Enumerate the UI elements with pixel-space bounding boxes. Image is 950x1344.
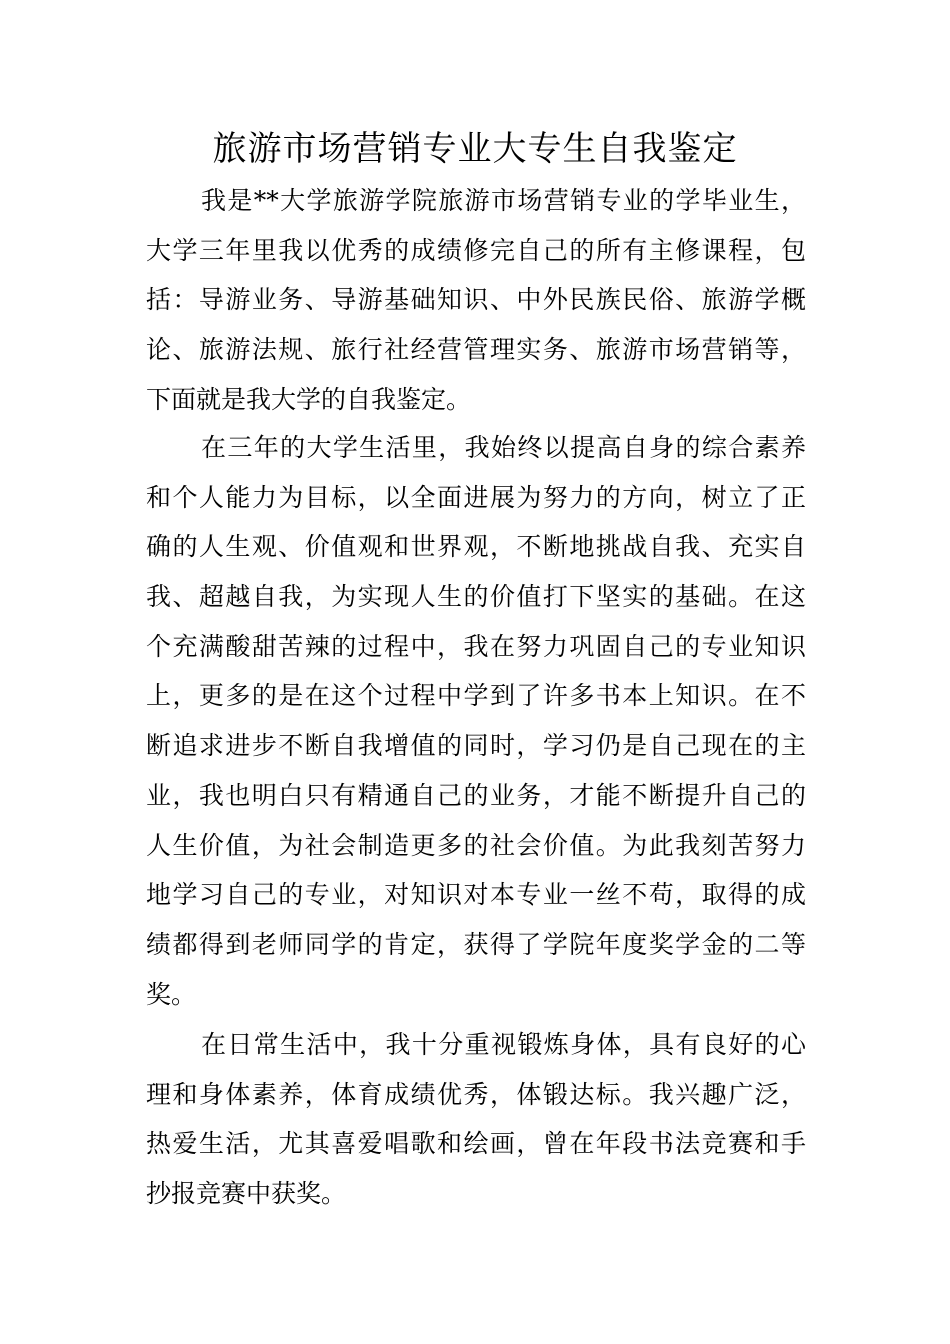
paragraph-line: 热爱生活，尤其喜爱唱歌和绘画，曾在年段书法竞赛和手 — [146, 1129, 806, 1159]
paragraph-line: 下面就是我大学的自我鉴定。 — [146, 384, 472, 414]
paragraph-line: 业，我也明白只有精通自己的业务，才能不断提升自己的 — [146, 780, 806, 810]
paragraph-life — [146, 1020, 806, 1219]
paragraph-line: 绩都得到老师同学的肯定，获得了学院年度奖学金的二等 — [146, 929, 806, 959]
paragraph-line: 括：导游业务、导游基础知识、中外民族民俗、旅游学概 — [146, 285, 806, 315]
paragraph-line: 确的人生观、价值观和世界观，不断地挑战自我、充实自 — [146, 532, 806, 562]
paragraph-line: 人生价值，为社会制造更多的社会价值。为此我刻苦努力 — [146, 830, 806, 860]
paragraph-line: 大学三年里我以优秀的成绩修完自己的所有主修课程，包 — [146, 235, 806, 265]
paragraph-line: 上，更多的是在这个过程中学到了许多书本上知识。在不 — [146, 681, 806, 711]
paragraph-line: 我、超越自我，为实现人生的价值打下坚实的基础。在这 — [146, 582, 806, 612]
paragraph-line: 论、旅游法规、旅行社经营管理实务、旅游市场营销等， — [146, 335, 806, 365]
paragraph-line: 和个人能力为目标，以全面进展为努力的方向，树立了正 — [146, 482, 806, 512]
paragraph-study — [146, 423, 806, 1019]
paragraph-line: 在日常生活中，我十分重视锻炼身体，具有良好的心 — [201, 1030, 806, 1059]
paragraph-line: 在三年的大学生活里，我始终以提高自身的综合素养 — [201, 433, 806, 462]
paragraph-line: 奖。 — [146, 979, 197, 1009]
paragraph-line: 个充满酸甜苦辣的过程中，我在努力巩固自己的专业知识 — [146, 631, 806, 661]
document-title: 旅游市场营销专业大专生自我鉴定 — [212, 129, 738, 169]
paragraph-line: 理和身体素养，体育成绩优秀，体锻达标。我兴趣广泛， — [146, 1079, 806, 1109]
paragraph-line: 地学习自己的专业，对知识对本专业一丝不苟，取得的成 — [146, 880, 806, 910]
paragraph-intro — [146, 176, 806, 424]
paragraph-line: 断追求进步不断自我增值的同时，学习仍是自己现在的主 — [146, 731, 806, 761]
paragraph-line: 我是**大学旅游学院旅游市场营销专业的学毕业生， — [201, 186, 806, 215]
paragraph-line: 抄报竞赛中获奖。 — [146, 1179, 347, 1209]
